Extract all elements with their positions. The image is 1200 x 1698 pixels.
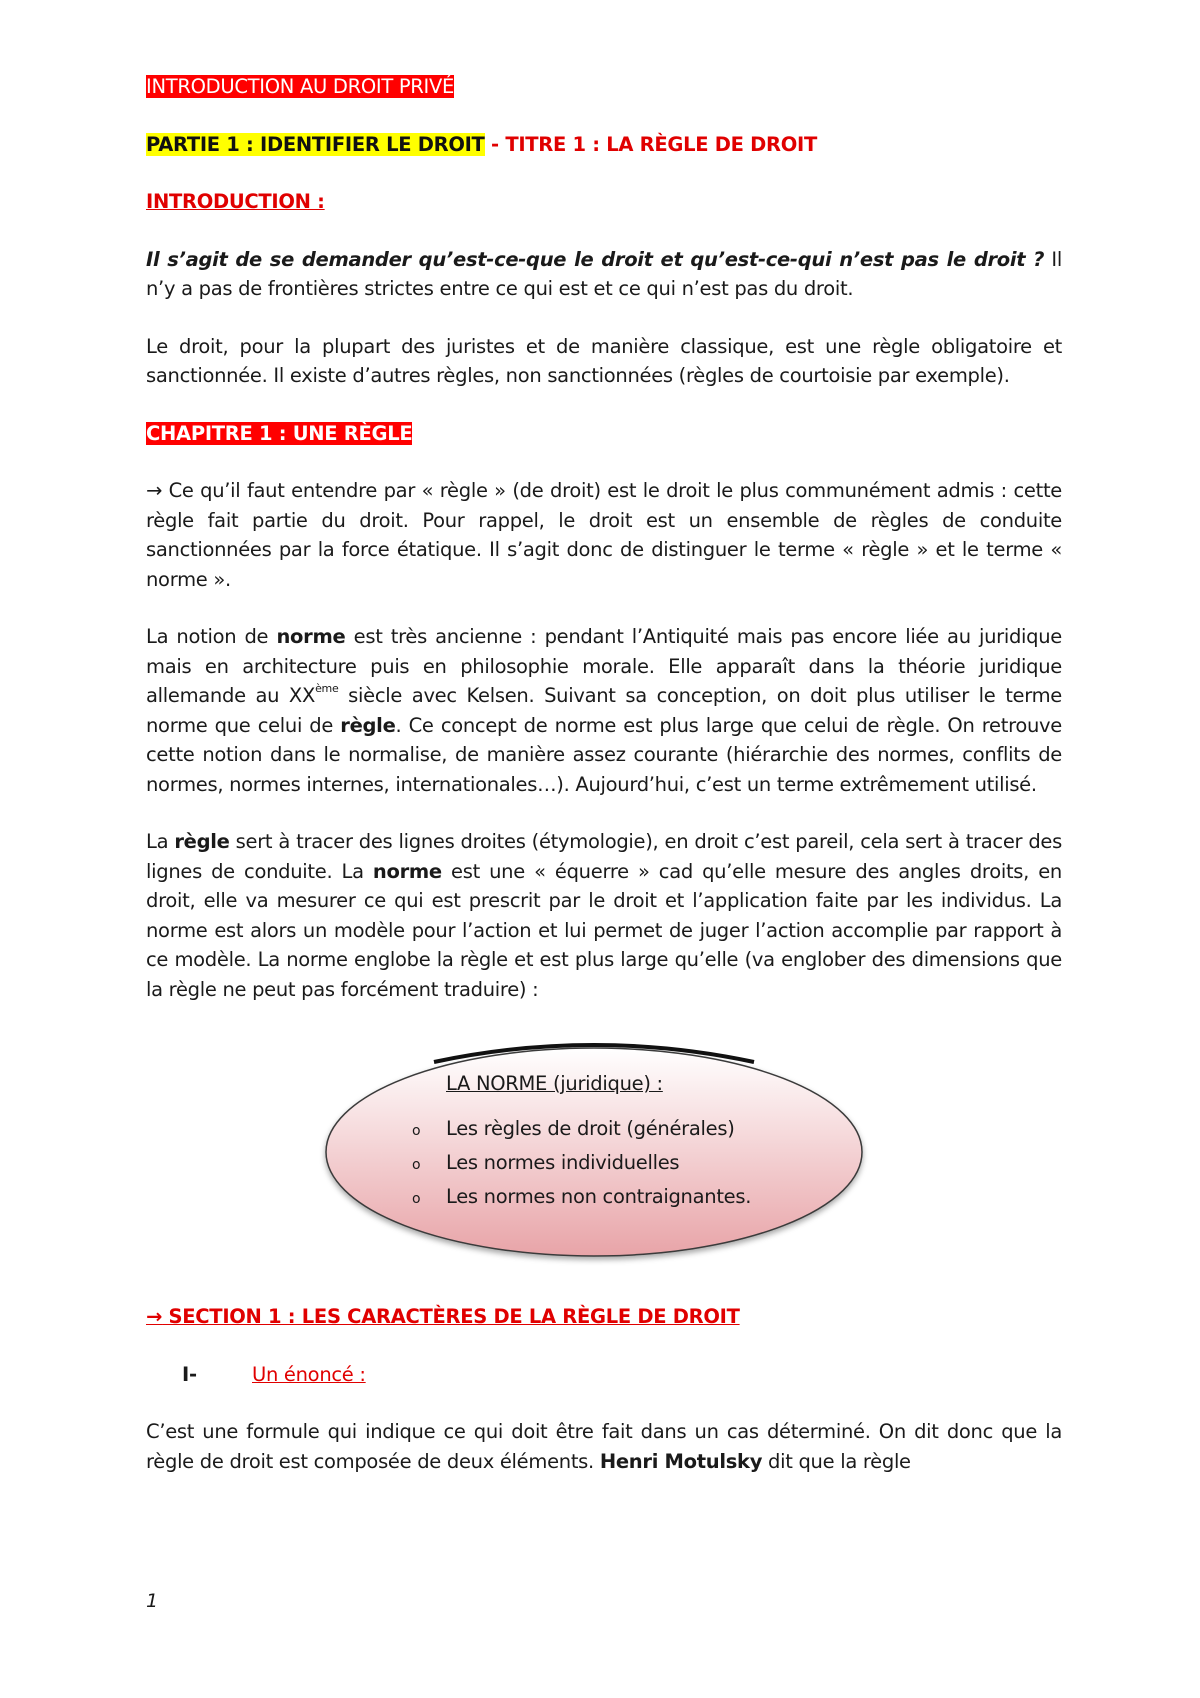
norme-item-label: Les normes individuelles (446, 1151, 680, 1174)
p3-text-c: est une « équerre » cad qu’elle mesure des angles droits, en droit, elle va mesurer ce qui est prescrit par le droit et l’application faite par les individus. La norme est alors un modèle pour l’action et lui permet de juger l’action accomplie par rapport à ce modèle. La norme englobe la règle et est plus large qu’elle (va englober des dimensions que la règle ne peut pas forcément traduire) : (146, 859, 1062, 1001)
chapitre-paragraph-1 (146, 476, 1062, 594)
p2-text-d: . Ce concept de norme est plus large que celui de règle. On retrouve cette notion dans le normalise, de manière assez courante (hiérarchie des normes, conflits de normes, normes internes, internationales…). Aujourd’hui, c’est un terme extrêmement utilisé. (146, 713, 1062, 796)
section-1-label: SECTION 1 : LES CARACTÈRES DE LA RÈGLE DE DROIT (162, 1305, 740, 1328)
section-1-paragraph (146, 1417, 1062, 1476)
roman-numeral: I- (182, 1362, 197, 1386)
arrow-right-icon: → (146, 1305, 163, 1328)
titre-label: TITRE 1 : LA RÈGLE DE DROIT (505, 132, 817, 156)
list-item (412, 1113, 832, 1147)
arrow-right-icon: → (146, 479, 163, 502)
p2-superscript: ème (315, 681, 339, 695)
intro-paragraph-2: Le droit, pour la plupart des juristes et de manière classique, est une règle obligatoire et sanctionnée. Il existe d’autres règles, non sanctionnées (règles de courtoisie par exemple). (146, 334, 1062, 387)
norme-item-label: Les normes non contraignantes. (446, 1185, 752, 1208)
bullet-circle-icon: o (412, 1123, 421, 1139)
s1-text-a: C’est une formule qui indique ce qui doit être fait dans un cas déterminé. On dit donc que la règle de droit est composée de deux éléments. (146, 1420, 1062, 1473)
separator: - (484, 132, 506, 156)
list-item (412, 1147, 832, 1181)
p3-bold-norme: norme (372, 859, 442, 883)
subsection-heading (146, 1360, 1062, 1390)
norme-diagram (146, 1032, 1062, 1268)
chapitre-label: CHAPITRE 1 : UNE RÈGLE (146, 421, 413, 445)
intro-question-rest: Il n’y a pas de frontières strictes entre ce qui est et ce qui n’est pas du droit. (146, 247, 1062, 300)
p2-bold-norme: norme (276, 625, 346, 648)
norme-item-label: Les règles de droit (générales) (446, 1117, 735, 1140)
bullet-circle-icon: o (412, 1157, 421, 1173)
page-number: 1 (146, 1590, 159, 1612)
chapitre-heading (146, 419, 1062, 449)
intro-paragraph-1 (146, 245, 1062, 304)
chapitre-para1-text: Ce qu’il faut entendre par « règle » (de droit) est le droit le plus communément admis : cette règle fait partie du droit. Pour rappel, le droit est un ensemble de règles de conduite sanctionnées par la force étatique. Il s’agit donc de distinguer le terme « règle » et le terme « norme ». (146, 479, 1062, 591)
doc-title-text: INTRODUCTION AU DROIT PRIVÉ (146, 75, 455, 98)
p2-text-b: est très ancienne : pendant l’Antiquité mais pas encore liée au juridique mais en architecture puis en philosophie morale. Elle apparaît dans la théorie juridique allemande au XX (146, 625, 1062, 707)
list-item (412, 1181, 832, 1215)
s1-text-b: dit que la règle (762, 1449, 911, 1473)
chapitre-paragraph-3 (146, 827, 1062, 1004)
partie-titre-line (146, 130, 1062, 160)
p2-text-c: siècle avec Kelsen. Suivant sa conception, on doit plus utiliser le terme norme que celui de (146, 684, 1063, 737)
bullet-circle-icon: o (412, 1191, 421, 1207)
norme-title: LA NORME (juridique) : (446, 1072, 663, 1095)
p3-text-b: sert à tracer des lignes droites (étymologie), en droit c’est pareil, cela sert à tracer des lignes de conduite. La (146, 830, 1062, 883)
s1-bold-name: Henri Motulsky (599, 1449, 763, 1473)
introduction-heading (146, 187, 1062, 217)
p2-bold-regle: règle (340, 713, 396, 737)
doc-title (146, 72, 1062, 102)
introduction-label: INTRODUCTION : (146, 190, 325, 213)
document-body (146, 72, 1062, 1476)
p3-bold-regle: règle (174, 830, 230, 853)
partie-label: PARTIE 1 : IDENTIFIER LE DROIT (146, 132, 485, 156)
p2-text-a: La notion de (146, 625, 277, 648)
intro-question: Il s’agit de se demander qu’est-ce-que le droit et qu’est-ce-qui n’est pas le droit ? (146, 247, 1045, 271)
norme-box-text (412, 1068, 832, 1215)
section-1-heading (146, 1302, 1062, 1332)
chapitre-paragraph-2 (146, 622, 1062, 799)
p3-text-a: La (146, 830, 175, 853)
subsection-label: Un énoncé : (252, 1362, 366, 1386)
